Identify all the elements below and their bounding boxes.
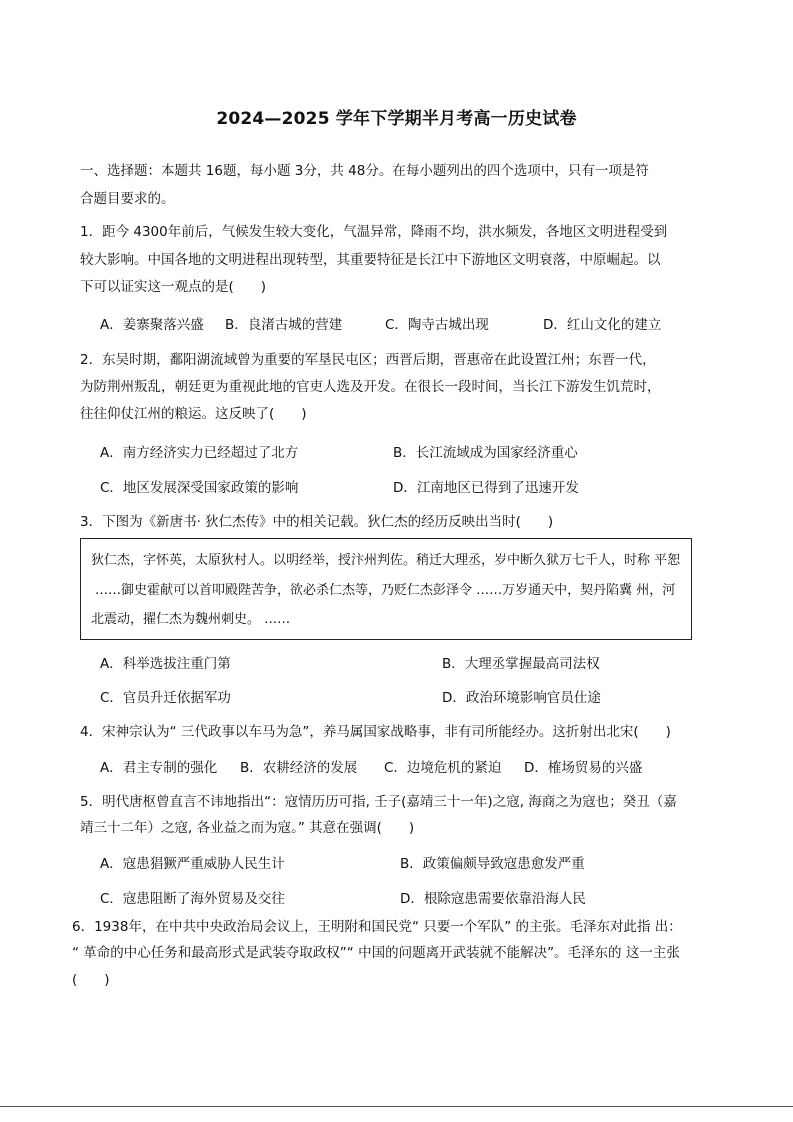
question-4-option-d: D．榷场贸易的兴盛 — [524, 760, 643, 776]
question-1-option-c: C．陶寺古城出现 — [385, 317, 489, 333]
question-2-line-1: 2．东吴时期，鄱阳湖流域曾为重要的军垦民屯区；西晋后期，晋惠帝在此设置江州；东晋一代， — [80, 352, 656, 368]
excerpt-line-3: 北震动，擢仁杰为魏州刺史。 …… — [91, 612, 291, 627]
section-instruction-line-1: 一、选择题：本题共 16题，每小题 3分，共 48分。在每小题列出的四个选项中，只有一项是符 — [80, 163, 649, 179]
excerpt-line-1: 狄仁杰，字怀英，太原狄村人。以明经举，授汴州判佐。稍迁大理丞，岁中断久狱万七千人，时称 平恕 — [91, 553, 681, 568]
question-5-line-1: 5．明代唐枢曾直言不讳地指出“：寇情历历可指, 壬子(嘉靖三十一年)之寇, 海商之为寇也；癸丑（嘉 — [80, 794, 677, 810]
question-3-option-c: C．官员升迁依据军功 — [100, 690, 231, 706]
question-5-option-b: B．政策偏颇导致寇患愈发严重 — [400, 856, 585, 872]
exam-title: 2024—2025 学年下学期半月考高一历史试卷 — [216, 109, 577, 129]
question-2-line-2: 为防荆州叛乱，朝廷更为重视此地的官吏人选及开发。在很长一段时间，当长江下游发生饥荒时， — [80, 379, 661, 395]
question-5-option-c: C．寇患阻断了海外贸易及交往 — [100, 891, 285, 907]
excerpt-line-2: ……御史霍献可以首叩殿陛苦争，欲必杀仁杰等，乃贬仁杰彭泽令 ……万岁通天中，契丹陷冀 州，河 — [95, 583, 676, 598]
question-5-option-d: D．根除寇患需要依靠沿海人民 — [400, 891, 586, 907]
question-6-line-2: “ 革命的中心任务和最高形式是武装夺取政权”“ 中国的问题离开武装就不能解决”。毛泽东的 这一主张 — [72, 945, 680, 961]
question-2-option-b: B．长江流域成为国家经济重心 — [393, 445, 578, 461]
question-5-option-a: A．寇患猖獗严重威胁人民生计 — [100, 856, 285, 872]
question-6-line-3: ( ) — [72, 972, 110, 988]
question-3-option-d: D．政治环境影响官员仕途 — [442, 690, 601, 706]
section-instruction-line-2: 合题目要求的。 — [80, 191, 175, 207]
question-1-option-b: B．良渚古城的营建 — [225, 317, 343, 333]
question-1-line-2: 较大影响。中国各地的文明进程出现转型，其重要特征是长江中下游地区文明衰落，中原崛起。以 — [80, 252, 661, 268]
question-2-line-3: 往往仰仗江州的粮运。这反映了( ) — [80, 406, 307, 422]
question-1-line-1: 1．距今 4300年前后，气候发生较大变化，气温异常，降雨不均，洪水频发，各地区文明进程受到 — [80, 224, 668, 240]
question-3-line-1: 3．下图为《新唐书· 狄仁杰传》中的相关记载。狄仁杰的经历反映出当时( ) — [80, 514, 554, 530]
question-1-option-a: A．姜寨聚落兴盛 — [100, 317, 204, 333]
question-3-option-b: B．大理丞掌握最高司法权 — [442, 656, 600, 672]
question-4-option-a: A．君主专制的强化 — [100, 760, 218, 776]
question-3-option-a: A．科举选拔注重门第 — [100, 656, 231, 672]
page-bottom-divider — [0, 1106, 793, 1107]
question-5-line-2: 靖三十二年）之寇, 各业益之而为寇。” 其意在强调( ) — [80, 820, 415, 836]
question-6-line-1: 6．1938年，在中共中央政治局会议上，王明附和国民党“ 只要一个军队” 的主张。毛泽东对此指 出： — [72, 919, 682, 935]
question-4-line-1: 4．宋神宗认为“ 三代政事以车马为急”，养马属国家战略事，非有司所能经办。这折射出北宋( ) — [80, 724, 671, 740]
question-2-option-c: C．地区发展深受国家政策的影响 — [100, 480, 299, 496]
question-4-option-b: B．农耕经济的发展 — [240, 760, 358, 776]
question-2-option-a: A．南方经济实力已经超过了北方 — [100, 445, 299, 461]
excerpt-box — [80, 538, 692, 640]
question-1-line-3: 下可以证实这一观点的是( ) — [80, 279, 267, 295]
question-2-option-d: D．江南地区已得到了迅速开发 — [393, 480, 579, 496]
question-1-option-d: D．红山文化的建立 — [543, 317, 662, 333]
question-4-option-c: C．边境危机的紧迫 — [384, 760, 502, 776]
